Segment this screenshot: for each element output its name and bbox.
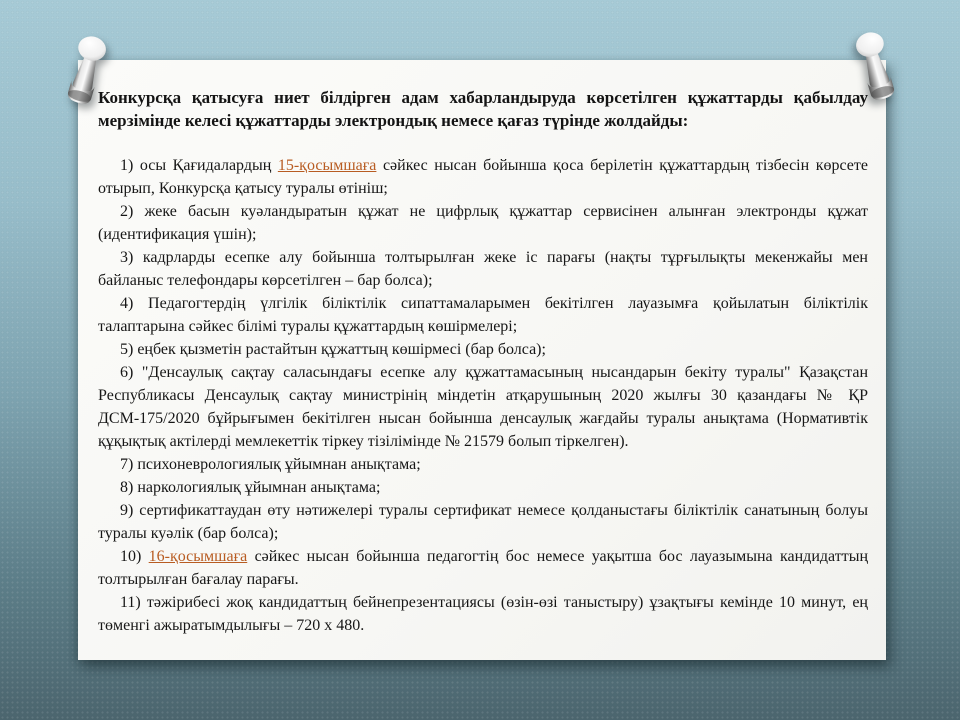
- slide-heading: Конкурсқа қатысуға ниет білдірген адам хабарландыруда көрсетілген құжаттарды қабылдау мерзімінде келесі құжаттарды электрондық немесе қағаз түрінде жолдайды:: [98, 88, 868, 130]
- list-item-8: 8) наркологиялық ұйымнан анықтама;: [120, 479, 381, 496]
- pinned-paper: [78, 60, 886, 660]
- appendix-15-link[interactable]: 15-қосымшаға: [277, 157, 377, 174]
- pushpin-icon: [58, 28, 116, 112]
- list-item-9: 9) сертификаттаудан өту нәтижелері туралы сертификат немесе қолданыстағы біліктілік санатының болуы туралы куәлік (бар болса);: [98, 502, 868, 542]
- item-text: сәйкес нысан бойынша педагогтің бос немесе уақытша бос лауазымына кандидаттың толтырылған бағалау парағы.: [98, 548, 869, 588]
- list-item-7: 7) психоневрологиялық ұйымнан анықтама;: [120, 456, 421, 473]
- list-item-6: 6) "Денсаулық сақтау саласындағы есепке алу құжаттамасының нысандарын бекіту туралы" Қазақстан Республикасы Денсаулық сақтау министрінің міндетін атқарушының 2020 жылғы 30 қазандағы № ҚР ДСМ-175/2020 бұйрығымен бекітілген нысан бойынша денсаулық жағдайы туралы анықтама (Нормативтік құқықтық актілерді мемлекеттік тіркеу тізілімінде № 21579 болып тіркелген).: [98, 364, 868, 450]
- appendix-16-link[interactable]: 16-қосымшаға: [148, 548, 248, 565]
- list-item-4: 4) Педагогтердің үлгілік біліктілік сипаттамаларымен бекітілген лауазымға қойылатын біліктілік талаптарына сәйкес білімі туралы құжаттардың көшірмелері;: [98, 295, 868, 335]
- list-item-3: 3) кадрларды есепке алу бойынша толтырылған жеке іс парағы (нақты тұрғылықты мекенжайы мен байланыс телефондары көрсетілген – бар болса);: [98, 249, 868, 289]
- list-item-1: [98, 154, 868, 200]
- list-item-10: [98, 545, 868, 591]
- item-text: 1) осы Қағидалардың: [120, 157, 278, 174]
- item-text: сәйкес нысан бойынша қоса берілетін құжаттардың тізбесін көрсете отырып, Конкурсқа қатысу туралы өтініш;: [98, 157, 869, 197]
- item-text: 10): [120, 548, 149, 565]
- list-item-5: 5) еңбек қызметін растайтын құжаттың көшірмесі (бар болса);: [120, 341, 546, 358]
- list-item-11: 11) тәжірибесі жоқ кандидаттың бейнепрезентациясы (өзін-өзі таныстыру) ұзақтығы кемінде 10 минут, ең төменгі ажыратымдылығы – 720 x 480.: [98, 594, 868, 634]
- pushpin-icon: [846, 24, 904, 108]
- list-item-2: 2) жеке басын куәландыратын құжат не цифрлық құжаттар сервисінен алынған электронды құжат (идентификация үшін);: [98, 203, 868, 243]
